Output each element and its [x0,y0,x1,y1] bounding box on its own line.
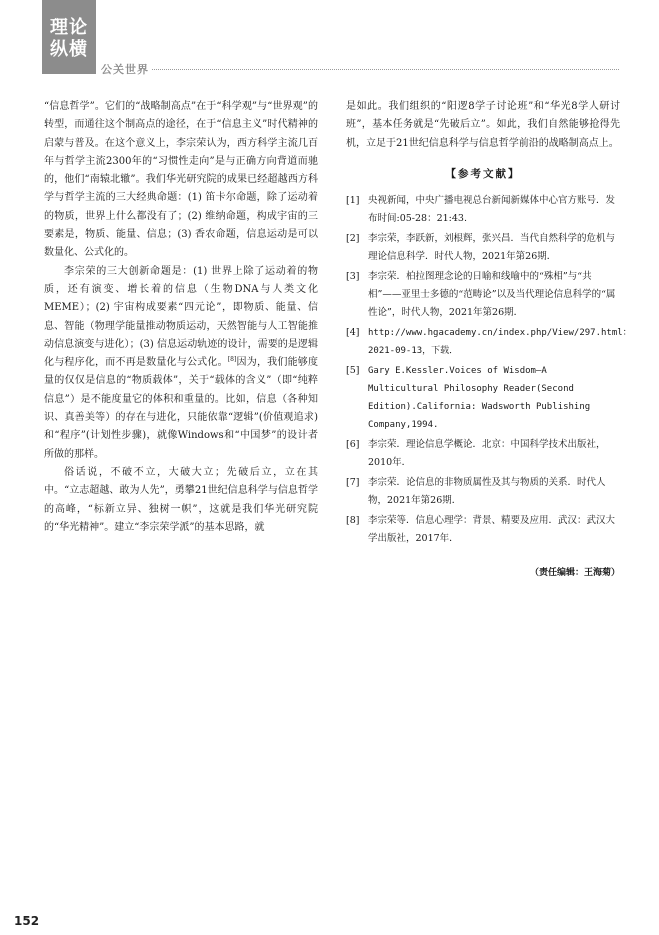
paragraph: 是如此。我们组织的“阳逻8学子讨论班”和“华光8学人研讨班”，基本任务就是“先破后立”。如此，我们自然能够抢得先机，立足于21世纪信息科学与信息哲学前沿的战略制高点上。 [346,101,620,149]
reference-item [346,512,620,548]
page-number: 152 [14,914,40,928]
references-heading: 【参考文献】 [445,167,521,180]
reference-item [346,436,620,472]
reference-text: 李宗荣等．信息心理学：背景、精要及应用．武汉：武汉大学出版社，2017年． [368,515,616,545]
reference-number: [3] [346,271,360,283]
reference-number: [1] [346,195,360,207]
reference-item [346,324,632,360]
reference-text: 李宗荣．理论信息学概论．北京：中国科学技术出版社，2010年． [368,439,606,469]
paragraph-text: 因为，我们能够度量的仅仅是信息的“物质载体”，关于“载体的含义”（即“纯粹信息”）是不能度量它的体积和重量的。比如，信息（各种知识、真善美等）的存在与进化，只能依靠“逻辑”(价值观追求) 和“程序”(计划性步骤)，就像Windows和“中国梦”的设计者所做的那样。 [44,357,319,460]
section-name: 公关世界 [101,63,149,76]
reference-item [346,474,620,510]
paragraph-text: 李宗荣的三大创新命题是：(1) 世界上除了运动着的物质，还有演变、增长着的信息（生物DNA与人类文化MEME）；(2) 宇宙构成要素“四元论”，即物质、能量、信息、智能（物理学能量推动物质运动，天然智能与人工智能推动信息演变与进化）；(3) 信息运动轨迹的设计，需要的是逻辑化与程序化，而不再是数量化与公式化。 [44,265,318,369]
paragraph [44,263,318,464]
reference-number: [7] [346,477,360,489]
left-column [44,98,318,537]
section-badge-line1: 理论 [50,17,88,38]
section-badge [42,0,96,74]
right-column [346,98,632,582]
reference-number: [5] [346,365,360,377]
reference-text: 李宗荣．柏拉图理念论的日喻和线喻中的“殊相”与“共相”——亚里士多德的“范畴论”以及当代理论信息科学的“属性论”，时代人物，2021年第26期． [368,271,616,319]
reference-item [346,192,620,228]
reference-item [346,230,620,266]
reference-item [346,362,620,434]
reference-text: 李宗荣，李跃新，刘根辉，张兴昌．当代自然科学的危机与理论信息科学．时代人物，2021年第26期． [368,233,616,263]
reference-number: [4] [346,327,360,339]
section-badge-line2: 纵横 [50,39,88,60]
reference-item [346,268,620,322]
reference-number: [6] [346,439,360,451]
reference-list [346,192,632,548]
reference-text: 李宗荣．论信息的非物质属性及其与物质的关系．时代人物，2021年第26期． [368,477,606,507]
responsible-editor: （责任编辑：王海菊） [529,568,620,579]
paragraph: 俗话说，不破不立，大破大立；先破后立，立在其中。“立志超越、敢为人先”，勇攀21世纪信息科学与信息哲学的高峰，“标新立异、独树一帜”，这就是我们华光研究院的“华光精神”。建立“李宗荣学派”的基本思路，就 [44,466,318,533]
reference-number: [2] [346,233,360,245]
citation-marker: [8] [227,356,237,364]
reference-text: Gary E.Kessler.Voices of Wisdom—A Multicultural Philosophy Reader(Second Edition).California: Wadsworth Publishing Company,1994. [368,366,591,431]
reference-text: http://www.hgacademy.cn/index.php/View/297.html：2021-09-13，下载． [368,328,632,357]
reference-text: 央视新闻，中央广播电视总台新闻新媒体中心官方账号．发布时间:05-28：21:43. [368,195,616,225]
paragraph: “信息哲学”。它们的“战略制高点”在于“科学观”与“世界观”的转型，而通往这个制高点的途径，在于“信息主义”时代精神的启蒙与普及。在这个意义上，李宗荣认为，西方科学主流几百年与哲学主流2300年的“习惯性走向”是与正确方向背道而驰的，他们“南辕北辙”。我们华光研究院的成果已经超越西方科学与哲学主流的三大经典命题：(1) 笛卡尔命题，除了运动着的物质，世界上什么都没有了；(2) 维纳命题，构成宇宙的三要素是，物质、能量、信息；(3) 香农命题，信息运动是可以数量化、公式化的。 [44,101,318,259]
header-divider [152,69,619,70]
reference-number: [8] [346,515,360,527]
